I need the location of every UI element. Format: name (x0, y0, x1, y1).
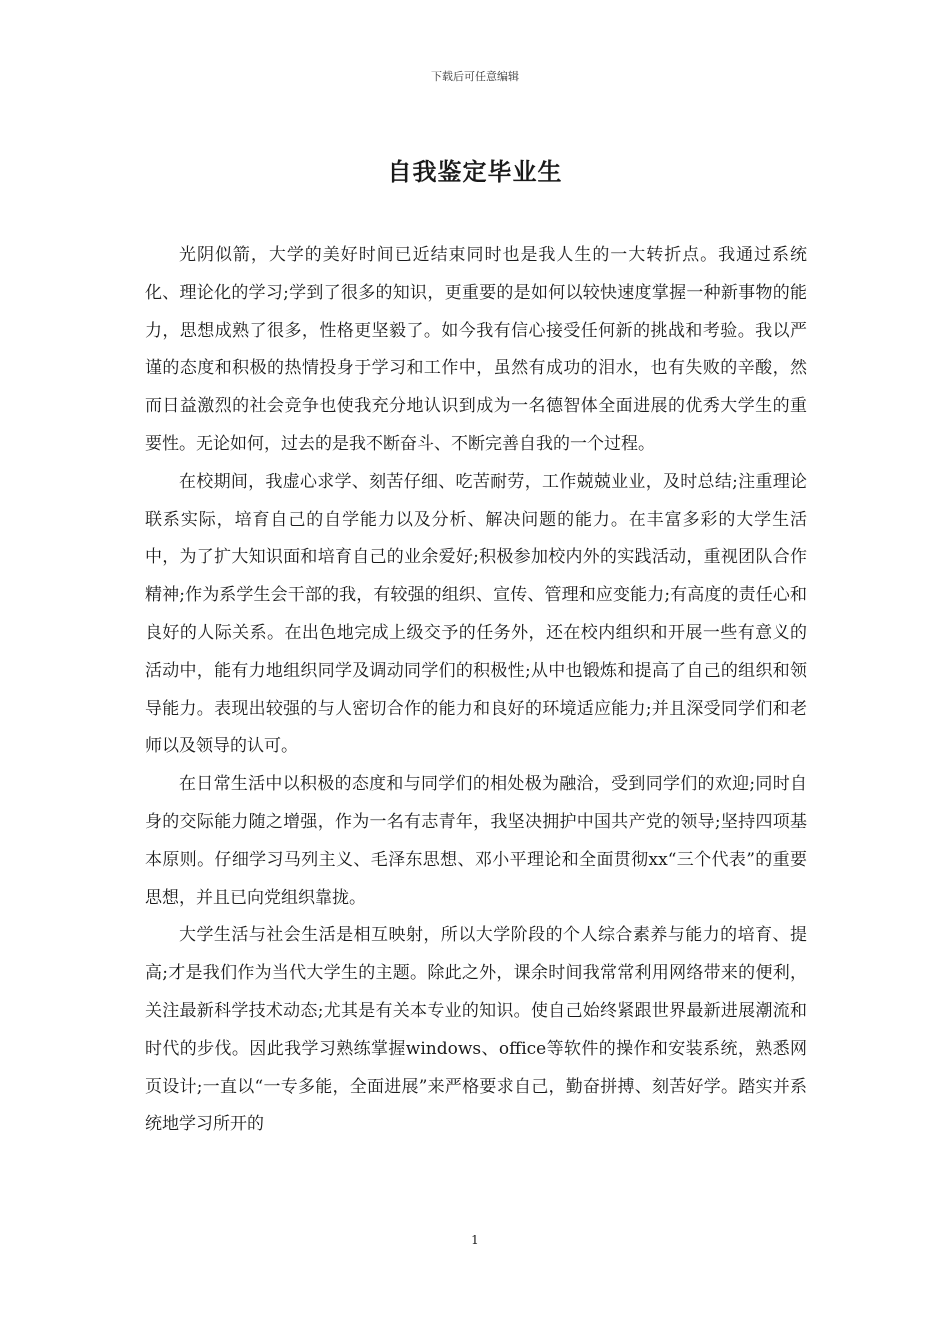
paragraph: 在校期间，我虚心求学、刻苦仔细、吃苦耐劳，工作兢兢业业，及时总结;注重理论联系实际，培育自己的自学能力以及分析、解决问题的能力。在丰富多彩的大学生活中，为了扩大知识面和培育自己的业余爱好;积极参加校内外的实践活动，重视团队合作精神;作为系学生会干部的我，有较强的组织、宣传、管理和应变能力;有高度的责任心和良好的人际关系。在出色地完成上级交予的任务外，还在校内组织和开展一些有意义的活动中，能有力地组织同学及调动同学们的积极性;从中也锻炼和提高了自己的组织和领导能力。表现出较强的与人密切合作的能力和良好的环境适应能力;并且深受同学们和老师以及领导的认可。 (145, 471, 807, 757)
document-title: 自我鉴定毕业生 (387, 157, 563, 186)
document-body (145, 237, 807, 1144)
page-number: 1 (471, 1233, 479, 1247)
download-note: 下载后可任意编辑 (431, 70, 519, 83)
paragraph: 大学生活与社会生活是相互映射，所以大学阶段的个人综合素养与能力的培育、提高;才是我们作为当代大学生的主题。除此之外，课余时间我常常利用网络带来的便利，关注最新科学技术动态;尤其是有关本专业的知识。使自己始终紧跟世界最新进展潮流和时代的步伐。因此我学习熟练掌握windows、office等软件的操作和安装系统，熟悉网页设计;一直以“一专多能，全面进展”来严格要求自己，勤奋拼搏、刻苦好学。踏实并系统地学习所开的 (145, 925, 807, 1135)
paragraph: 在日常生活中以积极的态度和与同学们的相处极为融洽，受到同学们的欢迎;同时自身的交际能力随之增强，作为一名有志青年，我坚决拥护中国共产党的领导;坚持四项基本原则。仔细学习马列主义、毛泽东思想、邓小平理论和全面贯彻xx“三个代表”的重要思想，并且已向党组织靠拢。 (145, 774, 807, 908)
paragraph: 光阴似箭，大学的美好时间已近结束同时也是我人生的一大转折点。我通过系统化、理论化的学习;学到了很多的知识，更重要的是如何以较快速度掌握一种新事物的能力，思想成熟了很多，性格更坚毅了。如今我有信心接受任何新的挑战和考验。我以严谨的态度和积极的热情投身于学习和工作中，虽然有成功的泪水，也有失败的辛酸，然而日益激烈的社会竞争也使我充分地认识到成为一名德智体全面进展的优秀大学生的重要性。无论如何，过去的是我不断奋斗、不断完善自我的一个过程。 (145, 245, 807, 454)
